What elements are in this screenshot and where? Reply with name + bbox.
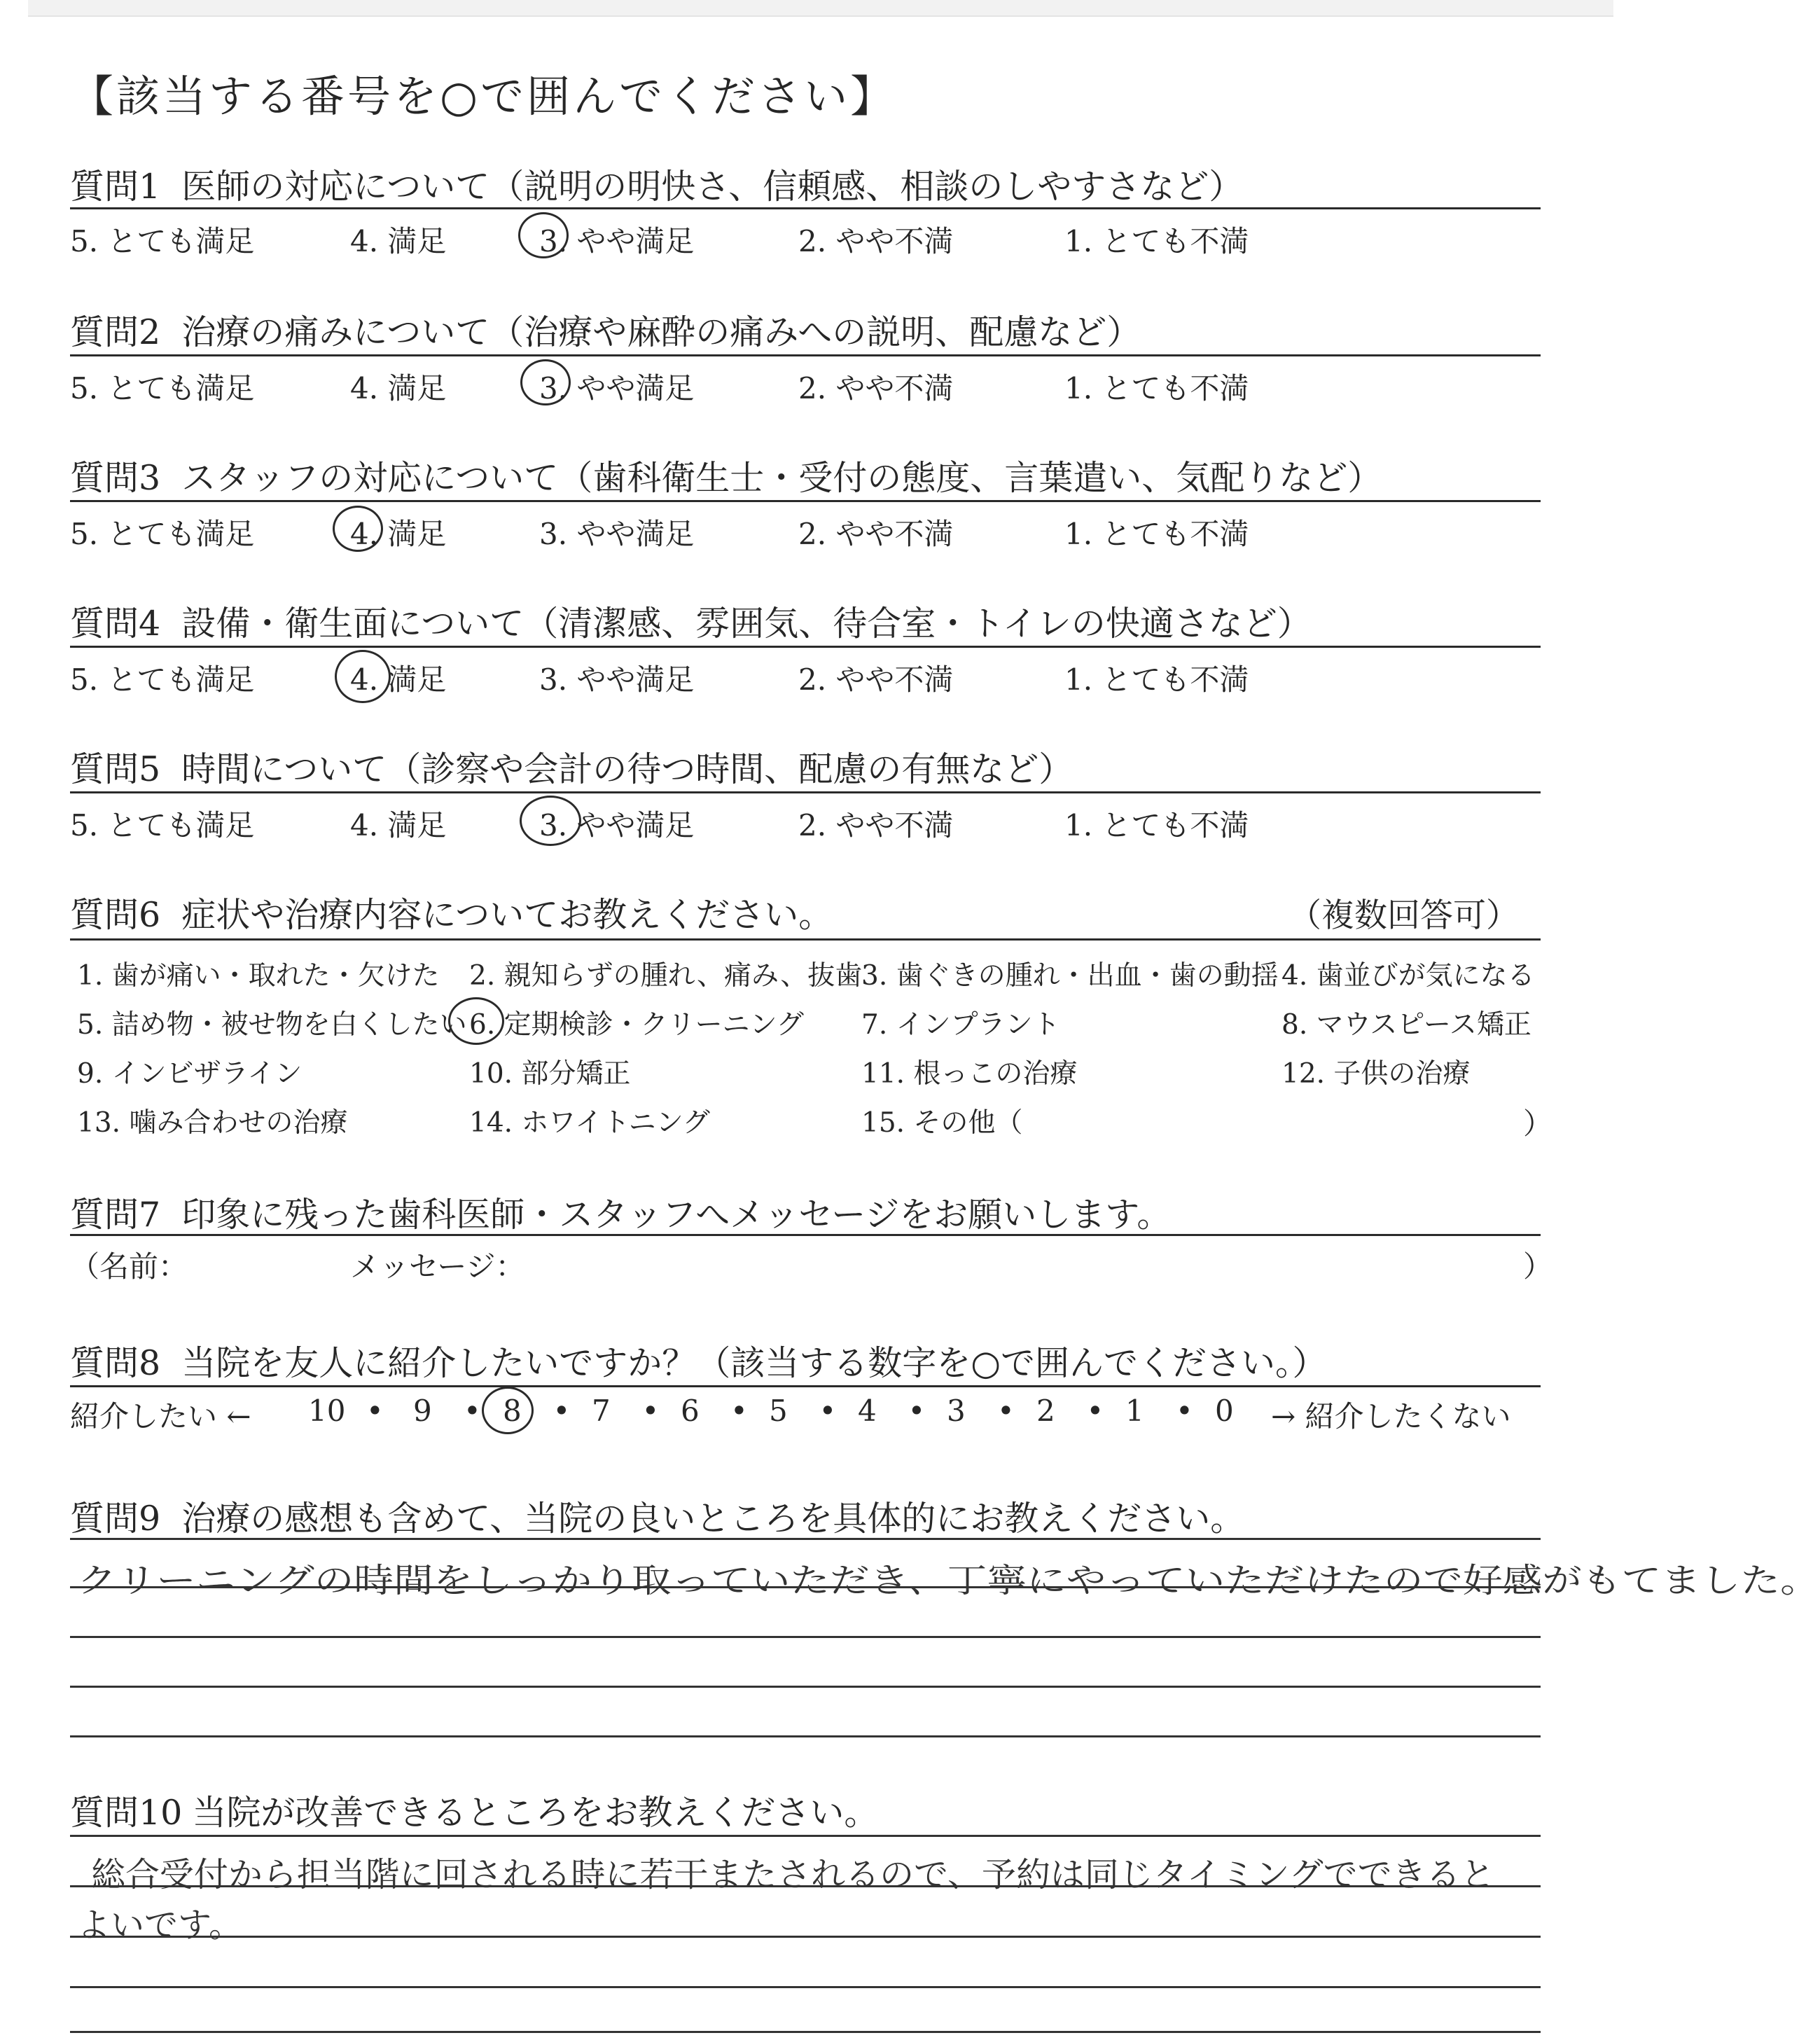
q7-close-paren: ） <box>1523 1249 1553 1284</box>
q8-selection-circle <box>482 1387 534 1434</box>
multiple-answers-note: （複数回答可） <box>1288 896 1519 935</box>
q6-item-15[interactable]: 15. その他（ <box>861 1107 1023 1139</box>
q10-writing-line-3 <box>70 1936 1541 1938</box>
question-8-rule <box>70 1385 1541 1387</box>
q3-selection-circle <box>333 506 383 552</box>
q10-handwritten-answer-line-2: よいです。 <box>77 1906 243 1945</box>
q6-item-6[interactable]: 6. 定期検診・クリーニング <box>469 1009 804 1041</box>
q5-option-2[interactable]: 2. やや不満 <box>798 808 954 842</box>
question-3-title <box>70 451 1382 500</box>
question-10-title <box>70 1786 878 1835</box>
question-1-number: 質問1 <box>70 167 161 207</box>
q8-scale-separator: • <box>366 1394 384 1428</box>
q1-option-1[interactable]: 1. とても不満 <box>1064 224 1249 258</box>
q2-option-4[interactable]: 4. 満足 <box>350 371 447 405</box>
question-1-title <box>70 160 1243 209</box>
question-2-number: 質問2 <box>70 312 161 352</box>
question-5-rule <box>70 791 1541 793</box>
q8-scale-1[interactable]: 1 <box>1125 1394 1144 1428</box>
q3-option-3[interactable]: 3. やや満足 <box>539 517 695 551</box>
q6-item-2[interactable]: 2. 親知らずの腫れ、痛み、抜歯 <box>469 960 863 992</box>
q3-option-2[interactable]: 2. やや不満 <box>798 517 954 551</box>
q5-option-3[interactable]: 3. やや満足 <box>539 808 695 842</box>
question-4-rule <box>70 646 1541 648</box>
question-5-title <box>70 742 1073 791</box>
q6-item-11[interactable]: 11. 根っこの治療 <box>861 1058 1078 1090</box>
q6-item-10[interactable]: 10. 部分矯正 <box>469 1058 631 1090</box>
q8-left-label: 紹介したい ← <box>70 1399 251 1434</box>
scan-edge <box>28 0 1613 17</box>
question-7-text: 印象に残った歯科医師・スタッフへメッセージをお願いします。 <box>181 1195 1172 1235</box>
q4-option-5[interactable]: 5. とても満足 <box>70 662 255 697</box>
q3-option-5[interactable]: 5. とても満足 <box>70 517 255 551</box>
question-9-text: 治療の感想も含めて、当院の良いところを具体的にお教えください。 <box>181 1499 1245 1539</box>
q8-scale-7[interactable]: 7 <box>592 1394 611 1428</box>
question-3-number: 質問3 <box>70 458 161 498</box>
question-6-number: 質問6 <box>70 895 161 935</box>
q1-selection-circle <box>518 212 569 258</box>
question-9-title <box>70 1492 1244 1541</box>
question-3-rule <box>70 500 1541 502</box>
question-6-text: 症状や治療内容についてお教えください。 <box>181 895 833 935</box>
q10-writing-line-4 <box>70 1986 1541 1988</box>
q6-other-close-paren: ） <box>1523 1106 1553 1141</box>
q6-item-9[interactable]: 9. インビザライン <box>77 1058 303 1090</box>
question-6-title <box>70 888 833 937</box>
q9-writing-line-1 <box>70 1538 1541 1540</box>
q8-scale-separator: • <box>641 1394 660 1428</box>
q6-item-13[interactable]: 13. 噛み合わせの治療 <box>77 1107 348 1139</box>
q2-option-3[interactable]: 3. やや満足 <box>539 371 695 405</box>
q6-item-4[interactable]: 4. 歯並びが気になる <box>1281 960 1535 992</box>
question-9-number: 質問9 <box>70 1499 161 1539</box>
question-1-rule <box>70 207 1541 209</box>
q3-option-4[interactable]: 4. 満足 <box>350 517 447 551</box>
q2-option-2[interactable]: 2. やや不満 <box>798 371 954 405</box>
q6-item-7[interactable]: 7. インプラント <box>861 1009 1060 1041</box>
q1-option-2[interactable]: 2. やや不満 <box>798 224 954 258</box>
q8-scale-0[interactable]: 0 <box>1215 1394 1234 1428</box>
q6-selection-circle <box>448 997 504 1045</box>
q2-option-1[interactable]: 1. とても不満 <box>1064 371 1249 405</box>
question-5-number: 質問5 <box>70 749 161 789</box>
question-2-rule <box>70 354 1541 356</box>
question-6-rule <box>70 938 1541 941</box>
q4-option-3[interactable]: 3. やや満足 <box>539 662 695 697</box>
q5-selection-circle <box>520 796 581 846</box>
q8-scale-separator: • <box>1176 1394 1193 1428</box>
q4-selection-circle <box>335 650 391 703</box>
q6-item-3[interactable]: 3. 歯ぐきの腫れ・出血・歯の動揺 <box>861 960 1279 992</box>
q5-option-1[interactable]: 1. とても不満 <box>1064 808 1249 842</box>
question-10-number: 質問10 <box>70 1793 183 1833</box>
q2-option-5[interactable]: 5. とても満足 <box>70 371 255 405</box>
q8-scale-separator: • <box>1086 1394 1104 1428</box>
q10-handwritten-answer-line-1: 総合受付から担当階に回される時に若干またされるので、予約は同じタイミングでできると <box>91 1855 1495 1894</box>
q9-writing-line-4 <box>70 1686 1541 1688</box>
q8-scale-6[interactable]: 6 <box>681 1394 700 1428</box>
q4-option-4[interactable]: 4. 満足 <box>350 662 447 697</box>
survey-header: 【該当する番号を○で囲んでください】 <box>70 71 897 122</box>
q6-item-1[interactable]: 1. 歯が痛い・取れた・欠けた <box>77 960 440 992</box>
q3-option-1[interactable]: 1. とても不満 <box>1064 517 1249 551</box>
q10-writing-line-2 <box>70 1885 1541 1887</box>
q8-scale-separator: • <box>997 1394 1015 1428</box>
q8-scale-separator: • <box>908 1394 926 1428</box>
q2-selection-circle <box>520 359 571 405</box>
q7-message-label: メッセージ： <box>350 1249 525 1284</box>
q6-item-12[interactable]: 12. 子供の治療 <box>1281 1058 1471 1090</box>
q8-scale-separator: • <box>553 1394 571 1428</box>
q8-scale-separator: • <box>464 1394 481 1428</box>
q8-scale-8[interactable]: 8 <box>503 1394 522 1428</box>
q5-option-4[interactable]: 4. 満足 <box>350 808 447 842</box>
q8-scale-5[interactable]: 5 <box>769 1394 788 1428</box>
question-2-title <box>70 305 1141 354</box>
q7-name-label: （名前： <box>70 1249 188 1284</box>
q8-scale-4[interactable]: 4 <box>858 1394 877 1428</box>
question-4-number: 質問4 <box>70 604 161 644</box>
question-7-title <box>70 1188 1171 1237</box>
q9-writing-line-2 <box>70 1586 1541 1588</box>
question-7-rule <box>70 1234 1541 1236</box>
question-7-number: 質問7 <box>70 1195 161 1235</box>
question-4-title <box>70 597 1312 646</box>
q4-option-2[interactable]: 2. やや不満 <box>798 662 954 697</box>
q8-scale-separator: • <box>819 1394 837 1428</box>
question-10-text: 当院が改善できるところをお教えください。 <box>192 1793 879 1833</box>
question-2-text: 治療の痛みについて（治療や麻酔の痛みへの説明、配慮など） <box>181 312 1141 352</box>
question-5-text: 時間について（診察や会計の待つ時間、配慮の有無など） <box>181 749 1074 789</box>
q10-writing-line-5 <box>70 2031 1541 2033</box>
q6-item-14[interactable]: 14. ホワイトニング <box>469 1107 710 1139</box>
question-4-text: 設備・衛生面について（清潔感、雰囲気、待合室・トイレの快適さなど） <box>181 604 1312 644</box>
q8-scale-separator: • <box>730 1394 748 1428</box>
q4-option-1[interactable]: 1. とても不満 <box>1064 662 1249 697</box>
question-8-number: 質問8 <box>70 1343 161 1383</box>
question-1-text: 医師の対応について（説明の明快さ、信頼感、相談のしやすさなど） <box>181 167 1244 207</box>
question-3-text: スタッフの対応について（歯科衛生士・受付の態度、言葉遣い、気配りなど） <box>181 458 1382 498</box>
q1-option-4[interactable]: 4. 満足 <box>350 224 447 258</box>
q9-writing-line-5 <box>70 1735 1541 1737</box>
q6-item-8[interactable]: 8. マウスピース矯正 <box>1281 1009 1531 1041</box>
q8-scale-3[interactable]: 3 <box>947 1394 966 1428</box>
q9-handwritten-answer: クリーニングの時間をしっかり取っていただき、丁寧にやっていただけたので好感がもてました。 <box>77 1561 1820 1600</box>
q8-scale-9[interactable]: 9 <box>413 1394 432 1428</box>
q5-option-5[interactable]: 5. とても満足 <box>70 808 255 842</box>
q8-scale-10[interactable]: 10 <box>308 1394 346 1428</box>
q1-option-3[interactable]: 3. やや満足 <box>539 224 695 258</box>
q6-item-5[interactable]: 5. 詰め物・被せ物を白くしたい <box>77 1009 467 1041</box>
q1-option-5[interactable]: 5. とても満足 <box>70 224 255 258</box>
question-8-title <box>70 1336 1326 1385</box>
q8-scale-2[interactable]: 2 <box>1036 1394 1055 1428</box>
q10-writing-line-1 <box>70 1835 1541 1837</box>
question-8-text: 当院を友人に紹介したいですか？（該当する数字を○で囲んでください。） <box>181 1343 1327 1383</box>
q8-right-label: → 紹介したくない <box>1271 1399 1511 1434</box>
q9-writing-line-3 <box>70 1636 1541 1638</box>
